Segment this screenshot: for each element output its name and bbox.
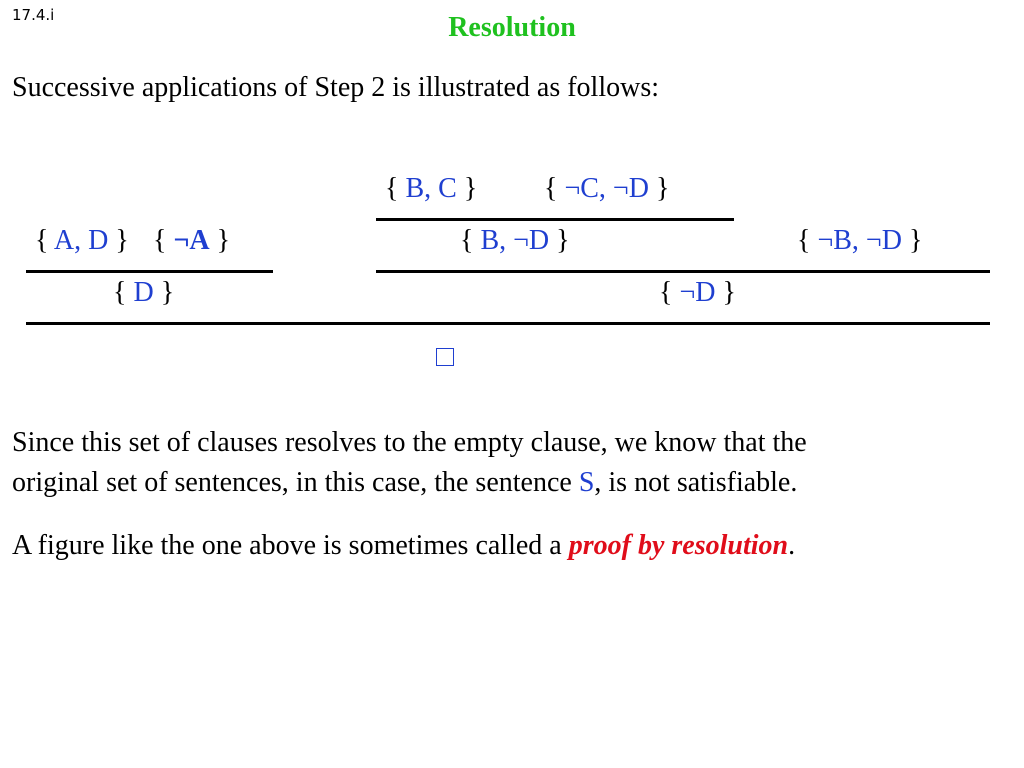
- clause-d: { D }: [113, 277, 175, 308]
- clause-d-literal: D: [133, 277, 154, 308]
- clause-notb-notd-literals: ¬B, ¬D: [817, 225, 902, 256]
- empty-clause-icon: [436, 348, 454, 366]
- slide-number: 17.4.i: [12, 6, 55, 24]
- clause-notc-notd: { ¬C, ¬D }: [544, 173, 670, 204]
- clause-b-c-literals: B, C: [405, 173, 457, 204]
- figure-note: A figure like the one above is sometimes called a proof by resolution.: [12, 530, 796, 561]
- clause-notc-notd-literals: ¬C, ¬D: [564, 173, 649, 204]
- clause-notb-notd: { ¬B, ¬D }: [797, 225, 923, 256]
- inference-line-4: [26, 322, 990, 325]
- clause-nota-literal: ¬A: [173, 225, 210, 256]
- clause-b-c: { B, C }: [385, 173, 478, 204]
- clause-a-d: { A, D }: [35, 225, 129, 256]
- inference-line-2: [26, 270, 273, 273]
- conclusion-line-2: original set of sentences, in this case, the sentence S, is not satisfiable.: [12, 467, 798, 498]
- clause-notd: { ¬D }: [659, 277, 736, 308]
- clause-b-notd-literals: B, ¬D: [480, 225, 550, 256]
- page-title: Resolution: [448, 12, 576, 43]
- proof-by-resolution-term: proof by resolution: [568, 530, 789, 561]
- clause-b-notd: { B, ¬D }: [460, 225, 570, 256]
- inference-line-1: [376, 218, 734, 221]
- sentence-s: S: [578, 467, 595, 498]
- clause-nota: { ¬A }: [153, 225, 231, 256]
- conclusion-line-1: Since this set of clauses resolves to the empty clause, we know that the: [12, 427, 807, 458]
- intro-text: Successive applications of Step 2 is illustrated as follows:: [12, 72, 660, 103]
- clause-a-d-literals: A, D: [53, 225, 109, 256]
- inference-line-3: [376, 270, 990, 273]
- clause-notd-literal: ¬D: [679, 277, 716, 308]
